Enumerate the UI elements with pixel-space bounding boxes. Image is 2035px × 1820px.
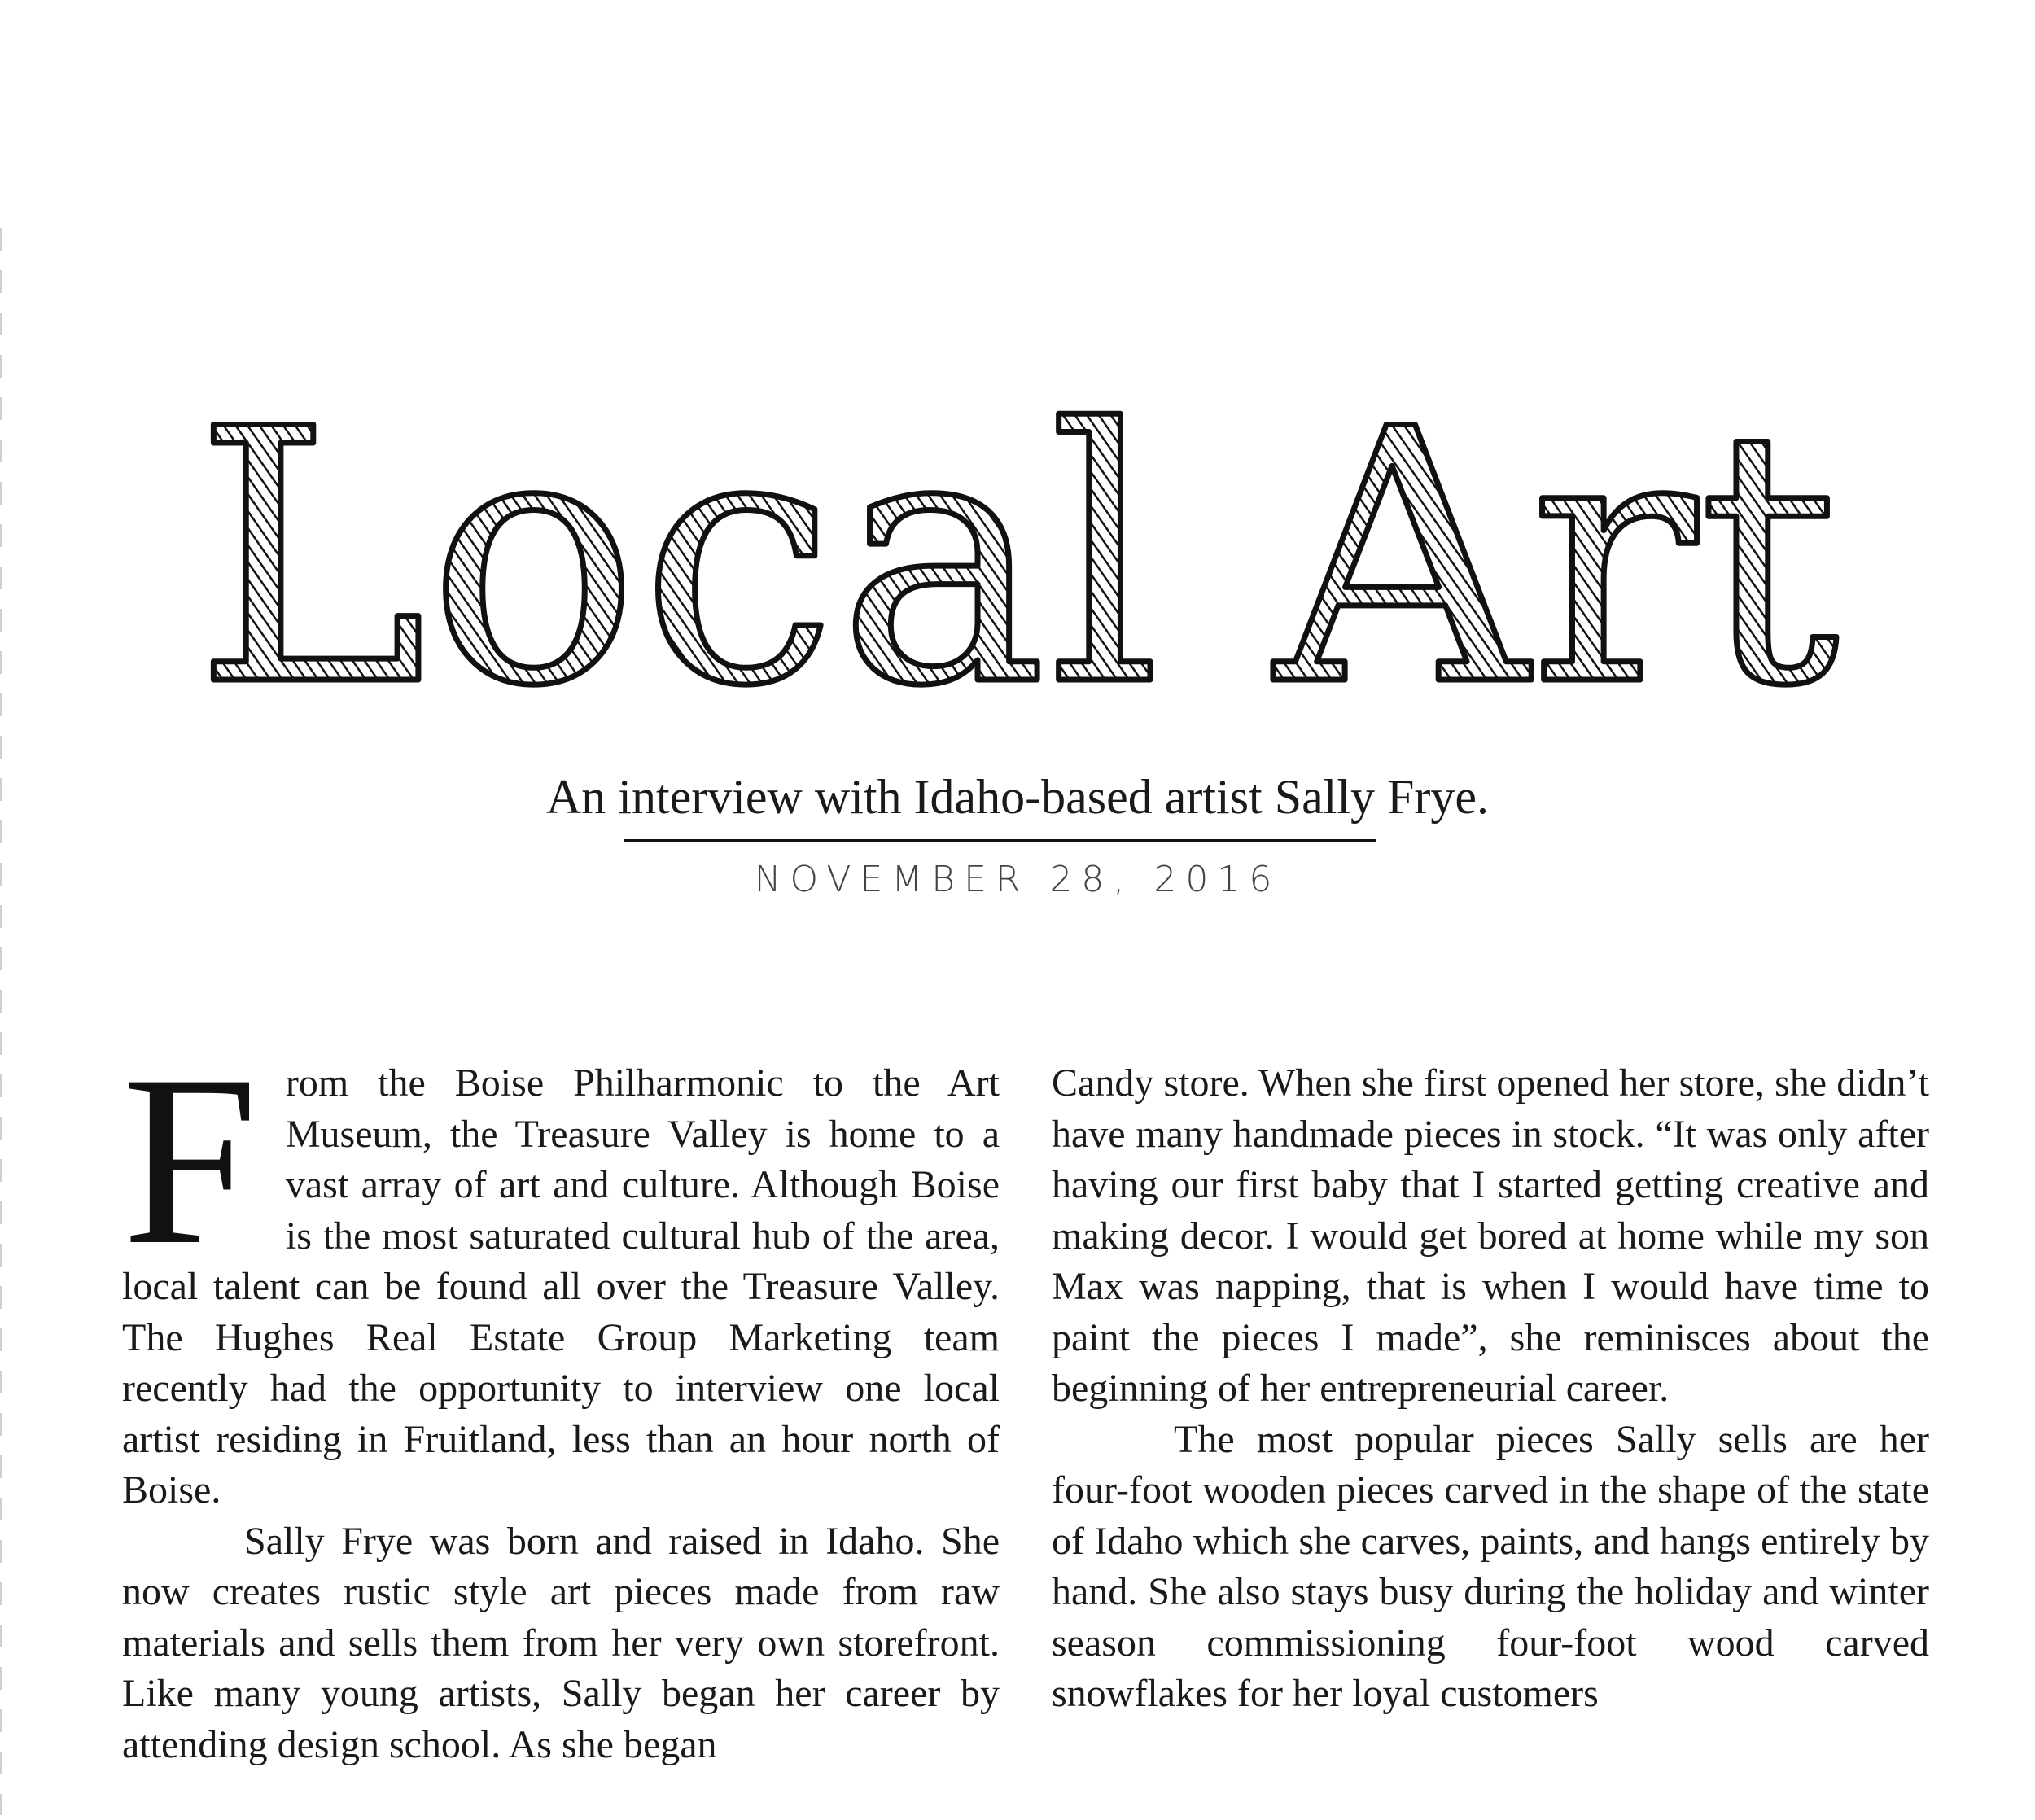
drop-cap: F (122, 1025, 258, 1295)
article-date: NOVEMBER 28, 2016 (754, 859, 1281, 900)
left-column (122, 1025, 1000, 1770)
left-paragraph-2: Sally Frye was born and raised in Idaho. She now creates rustic style art pieces made from raw materials and sells them from her very own storefront. Like many young artists, Sally began her career by attending design school. As she began (122, 1519, 1000, 1766)
page-title: Local Art (194, 356, 1841, 763)
left-paragraph-1: rom the Boise Philharmonic to the Art Museum, the Treasure Valley is home to a vast array of art and culture. Although Boise is the most saturated cultural hub of the area, local talent can be found all over the Treasure Valley. The Hughes Real Estate Group Marketing team recently had the opportunity to interview one local artist residing in Fruitland, less than an hour north of Boise. (122, 1061, 1000, 1512)
title-sketch (194, 356, 1841, 763)
title-block (0, 356, 2035, 763)
subtitle-underline (624, 839, 1376, 842)
right-paragraph-1: Candy store. When she first opened her store, she didn’t have many handmade pieces in stock. “It was only after having our first baby that I started getting creative and making decor. I would get bored at home while my son Max was napping, that is when I would have time to paint the pieces I made”, she reminisces about the beginning of her entrepreneurial career. (1052, 1061, 1929, 1410)
right-column (1052, 1058, 1929, 1720)
article-subtitle: An interview with Idaho-based artist Sally Frye. (545, 770, 1490, 824)
right-paragraph-2: The most popular pieces Sally sells are her four-foot wooden pieces carved in the shape of the state of Idaho which she carves, paints, and hangs entirely by hand. She also stays busy during the holiday and winter season commissioning four-foot wood carved snowflakes for her loyal customers (1052, 1417, 1929, 1715)
